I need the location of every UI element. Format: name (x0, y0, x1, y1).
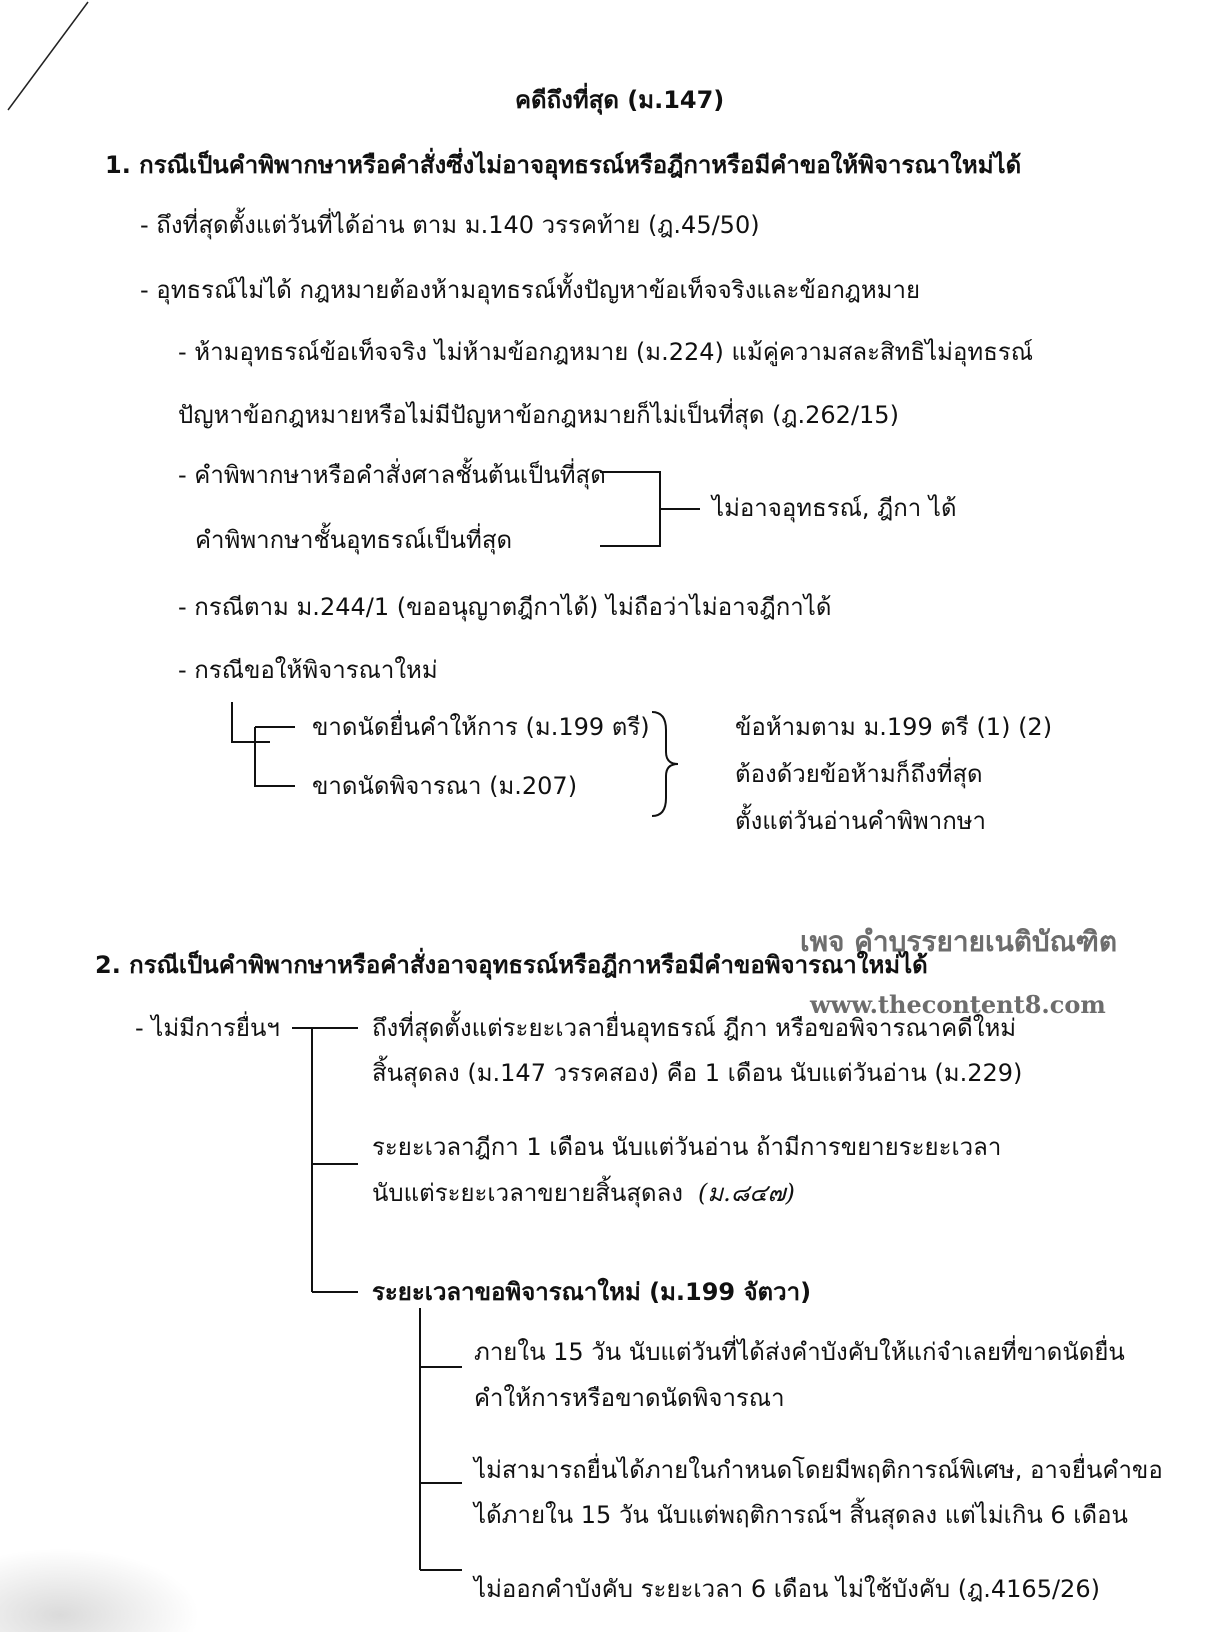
retrial-branch-default-hearing: ขาดนัดพิจารณา (ม.207) (312, 772, 578, 800)
section2-branch2-line2: นับแต่ระยะเวลาขยายสิ้นสุดลง (372, 1179, 684, 1207)
section1-final-judgment-result: ไม่อาจอุทธรณ์, ฎีกา ได้ (712, 494, 957, 522)
section1-sub-fact-appeal-line1: - ห้ามอุทธรณ์ข้อเท็จจริง ไม่ห้ามข้อกฎหมาย (ม.224) แม้คู่ความสละสิทธิไม่อุทธรณ์ (178, 338, 1034, 366)
section2-branch2-line1: ระยะเวลาฎีกา 1 เดือน นับแต่วันอ่าน ถ้ามีการขยายระยะเวลา (372, 1133, 1002, 1161)
section1-sub-fact-appeal-line2: ปัญหาข้อกฎหมายหรือไม่มีปัญหาข้อกฎหมายก็ไม่เป็นที่สุด (ฎ.262/15) (178, 401, 899, 429)
retrial-note-line3: ตั้งแต่วันอ่านคำพิพากษา (735, 807, 987, 835)
section1-heading: 1. กรณีเป็นคำพิพากษาหรือคำสั่งซึ่งไม่อาจอุทธรณ์หรือฎีกาหรือมีคำขอให้พิจารณาใหม่ได้ (105, 151, 1022, 179)
retrial-branch-default-answer: ขาดนัดยื่นคำให้การ (ม.199 ตรี) (312, 713, 650, 741)
retrial-note-line2: ต้องด้วยข้อห้ามก็ถึงที่สุด (735, 760, 983, 788)
section1-sub-retrial: - กรณีขอให้พิจารณาใหม่ (178, 656, 438, 684)
corner-scratch (8, 2, 88, 110)
retrial-period-item3: ไม่ออกคำบังคับ ระยะเวลา 6 เดือน ไม่ใช้บังคับ (ฎ.4165/26) (474, 1575, 1100, 1603)
section1-item-final-on-reading: - ถึงที่สุดตั้งแต่วันที่ได้อ่าน ตาม ม.140 วรรคท้าย (ฎ.45/50) (140, 211, 760, 239)
retrial-period-item2-line1: ไม่สามารถยื่นได้ภายในกำหนดโดยมีพฤติการณ์พิเศษ, อาจยื่นคำขอ (474, 1456, 1163, 1484)
connector-retrial (232, 702, 270, 742)
section2-branch1-line1: ถึงที่สุดตั้งแต่ระยะเวลายื่นอุทธรณ์ ฎีกา หรือขอพิจารณาคดีใหม่ (372, 1014, 1017, 1042)
section2-branch3-retrial-period: ระยะเวลาขอพิจารณาใหม่ (ม.199 จัตวา) (372, 1278, 812, 1306)
watermark-page-name: เพจ คำบรรยายเนติบัณฑิต (800, 925, 1118, 958)
section2-branch1-line2: สิ้นสุดลง (ม.147 วรรคสอง) คือ 1 เดือน นับแต่วันอ่าน (ม.229) (372, 1059, 1023, 1087)
handwritten-note: (ม.๘๔๗) (698, 1179, 795, 1207)
retrial-period-item2-line2: ได้ภายใน 15 วัน นับแต่พฤติการณ์ฯ สิ้นสุดลง แต่ไม่เกิน 6 เดือน (474, 1501, 1128, 1529)
bracket-final-judgment (600, 472, 660, 546)
curly-brace (652, 712, 678, 816)
section2-root-no-filing: - ไม่มีการยื่นฯ (135, 1014, 280, 1042)
retrial-period-item1-line2: คำให้การหรือขาดนัดพิจารณา (474, 1384, 785, 1412)
retrial-period-item1-line1: ภายใน 15 วัน นับแต่วันที่ได้ส่งคำบังคับให้แก่จำเลยที่ขาดนัดยื่น (474, 1338, 1125, 1366)
section2-heading: 2. กรณีเป็นคำพิพากษาหรือคำสั่งอาจอุทธรณ์หรือฎีกาหรือมีคำขอพิจารณาใหม่ได้ (95, 951, 928, 979)
section1-item-no-appeal: - อุทธรณ์ไม่ได้ กฎหมายต้องห้ามอุทธรณ์ทั้งปัญหาข้อเท็จจริงและข้อกฎหมาย (140, 276, 921, 304)
section1-sub-final-judgment-line2: คำพิพากษาชั้นอุทธรณ์เป็นที่สุด (195, 526, 513, 554)
section1-sub-final-judgment-line1: - คำพิพากษาหรือคำสั่งศาลชั้นต้นเป็นที่สุด (178, 461, 606, 489)
watermark-url: www.thecontent8.com (810, 990, 1106, 1019)
scan-smudge (0, 1548, 200, 1632)
retrial-note-line1: ข้อห้ามตาม ม.199 ตรี (1) (2) (735, 713, 1053, 741)
page-title: คดีถึงที่สุด (ม.147) (515, 86, 725, 114)
section1-sub-leave-to-appeal: - กรณีตาม ม.244/1 (ขออนุญาตฎีกาได้) ไม่ถือว่าไม่อาจฎีกาได้ (178, 593, 832, 621)
